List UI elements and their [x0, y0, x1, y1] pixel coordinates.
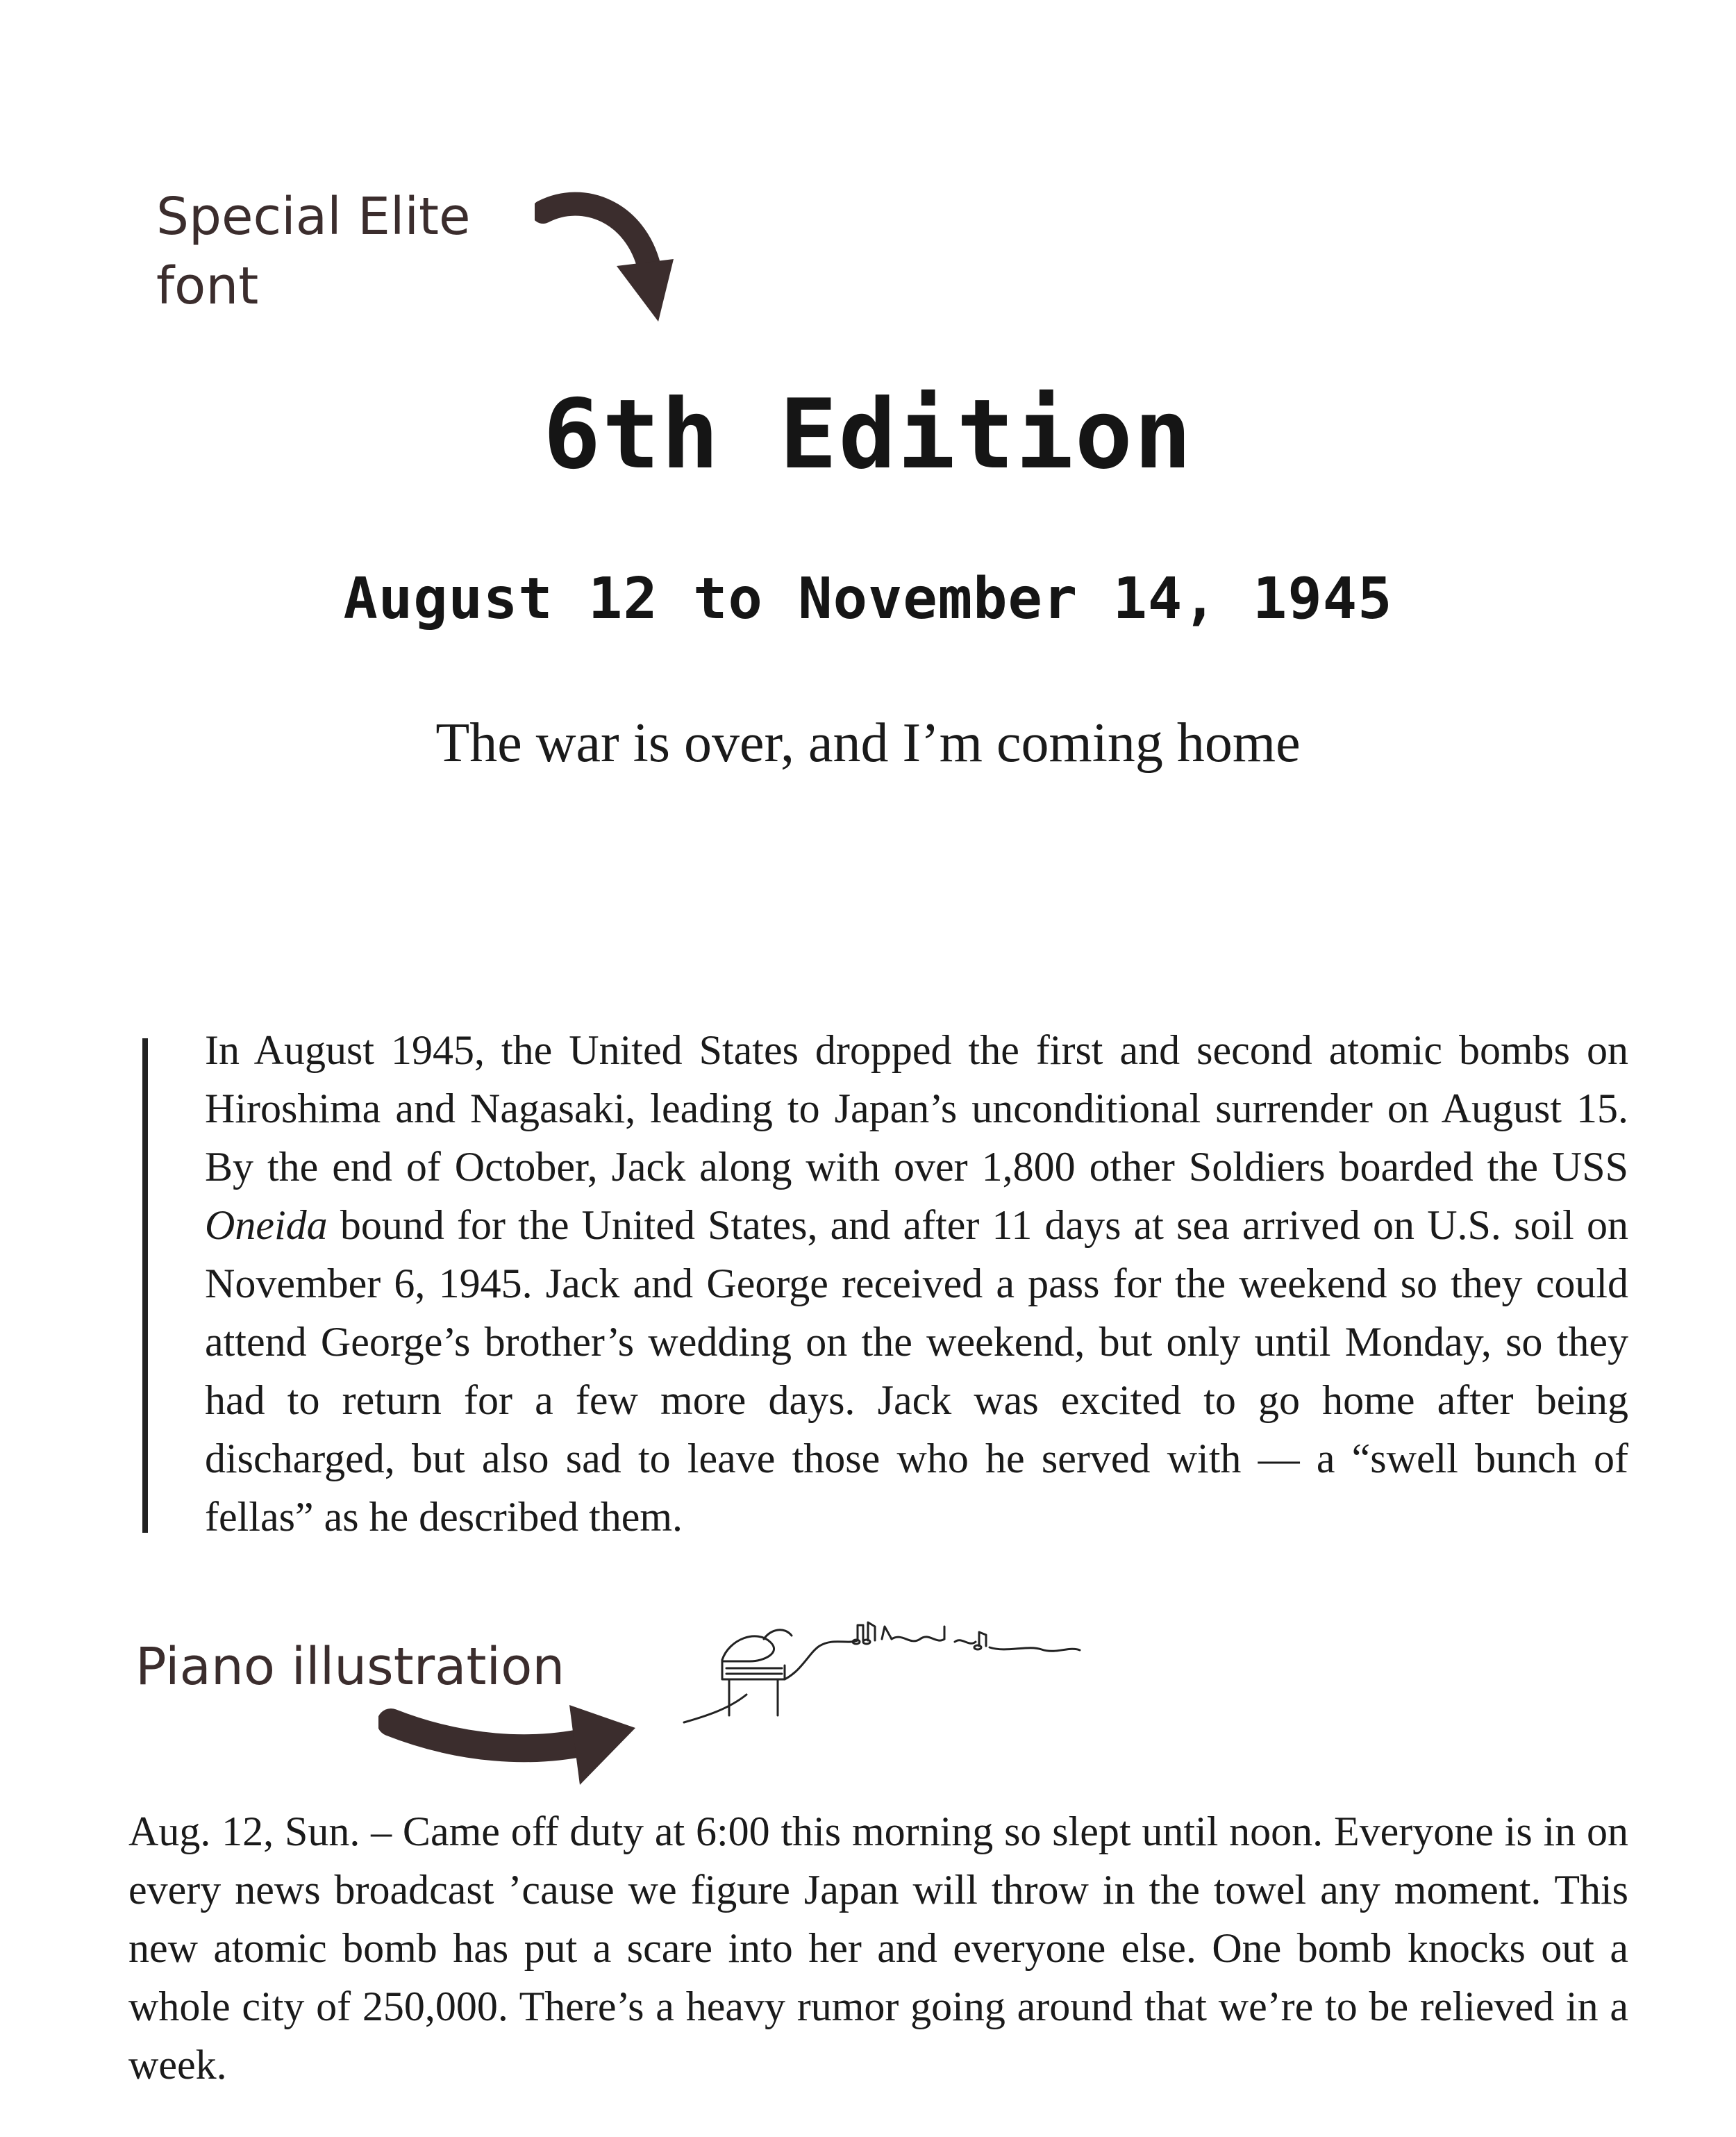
ship-name: Oneida [205, 1202, 328, 1248]
diary-entry: Aug. 12, Sun. – Came off duty at 6:00 this morning so slept until noon. Everyone is in on every news broadcast ’cause we figure Japan will throw in the towel any moment. This new atomic bomb has put a scare into her and everyone else. One bomb knocks out a whole city of 250,000. There’s a heavy rumor going around that we’re to be relieved in a week. [128, 1808, 1628, 2088]
intro-text-end: bound for the United States, and after 11 days at sea arrived on U.S. soil on November 6, 1945. Jack and George received a pass for the weekend so they could attend George’s brother’s wedding on the weekend, but only until Monday, so they had to return for a few more days. Jack was excited to go home after being discharged, but also sad to leave those who he served with — a “swell bunch of fellas” as he described them. [205, 1202, 1628, 1540]
piano-annotation-label: Piano illustration [135, 1637, 565, 1697]
curved-arrow-right-icon [378, 1688, 642, 1792]
font-annotation-label: Special Elite font [156, 187, 471, 316]
intro-paragraph [205, 1021, 1628, 1546]
date-range: August 12 to November 14, 1945 [343, 566, 1393, 632]
piano-icon [681, 1611, 1083, 1736]
chapter-subtitle: The war is over, and I’m coming home [435, 713, 1301, 774]
quote-bar [142, 1038, 148, 1533]
intro-text-start: In August 1945, the United States dropped the first and second atomic bombs on Hiroshima and Nagasaki, leading to Japan’s unconditional surrender on August 15. By the end of October, Jack along with over 1,800 other Soldiers boarded the USS [205, 1027, 1628, 1190]
curved-arrow-down-icon [535, 184, 681, 330]
edition-title: 6th Edition [543, 379, 1193, 490]
